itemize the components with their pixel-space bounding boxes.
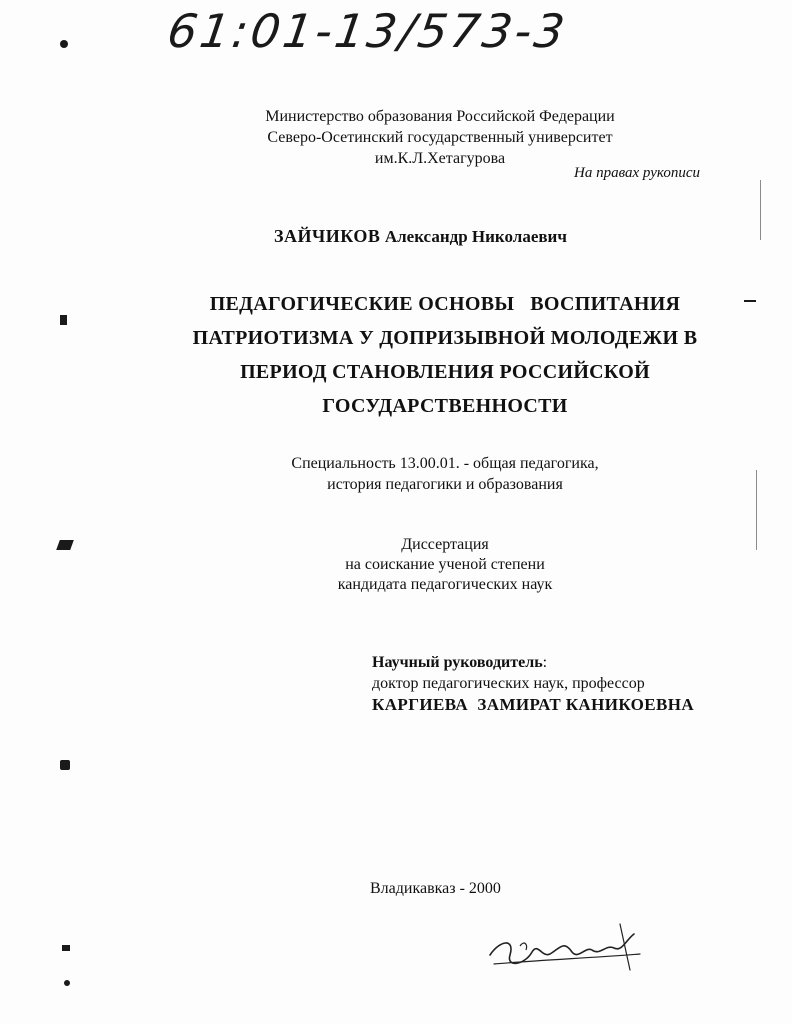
specialty-block bbox=[240, 453, 650, 495]
degree-block bbox=[240, 535, 650, 595]
university-line: Северо-Осетинский государственный университет bbox=[267, 129, 613, 146]
signature-icon bbox=[480, 910, 660, 980]
title-line: ПЕДАГОГИЧЕСКИЕ ОСНОВЫ ВОСПИТАНИЯ bbox=[209, 293, 681, 315]
scan-artifact bbox=[62, 945, 70, 951]
scan-artifact bbox=[56, 540, 74, 550]
dissertation-title bbox=[150, 287, 740, 423]
degree-line: кандидата педагогических наук bbox=[337, 576, 553, 593]
handwritten-archive-code: 61:01-13/573-3 bbox=[164, 4, 571, 58]
title-line: ПАТРИОТИЗМА У ДОПРИЗЫВНОЙ МОЛОДЕЖИ В bbox=[192, 327, 698, 349]
title-line: ПЕРИОД СТАНОВЛЕНИЯ РОССИЙСКОЙ bbox=[240, 361, 650, 383]
supervisor-colon: : bbox=[542, 654, 548, 671]
ministry-line: Министерство образования Российской Федерации bbox=[265, 108, 615, 125]
supervisor-label: Научный руководитель bbox=[372, 654, 543, 671]
author-name bbox=[274, 226, 567, 247]
degree-line: на соискание ученой степени bbox=[345, 556, 545, 573]
author-surname: ЗАЙЧИКОВ bbox=[274, 226, 381, 246]
specialty-line: история педагогики и образования bbox=[327, 476, 563, 493]
scan-artifact bbox=[64, 980, 70, 986]
supervisor-name: КАРГИЕВА ЗАМИРАТ КАНИКОЕВНА bbox=[372, 695, 695, 714]
scan-artifact bbox=[744, 300, 756, 302]
scan-artifact bbox=[60, 760, 70, 770]
degree-line: Диссертация bbox=[401, 536, 489, 553]
scan-artifact bbox=[60, 40, 68, 48]
university-name-line: им.К.Л.Хетагурова bbox=[374, 150, 506, 167]
handwritten-signature bbox=[480, 910, 660, 985]
author-given-names: Александр Николаевич bbox=[384, 227, 567, 246]
supervisor-label-line bbox=[372, 652, 732, 673]
title-line: ГОСУДАРСТВЕННОСТИ bbox=[322, 395, 568, 417]
specialty-line: Специальность 13.00.01. - общая педагогика, bbox=[291, 455, 599, 472]
supervisor-degree: доктор педагогических наук, профессор bbox=[372, 675, 645, 692]
supervisor-block bbox=[372, 652, 732, 715]
scan-artifact bbox=[60, 315, 67, 325]
city-year: Владикавказ - 2000 bbox=[370, 880, 501, 897]
scan-artifact bbox=[760, 180, 761, 240]
ministry-header bbox=[240, 106, 640, 169]
scan-artifact bbox=[756, 470, 757, 550]
rights-note: На правах рукописи bbox=[574, 165, 700, 181]
